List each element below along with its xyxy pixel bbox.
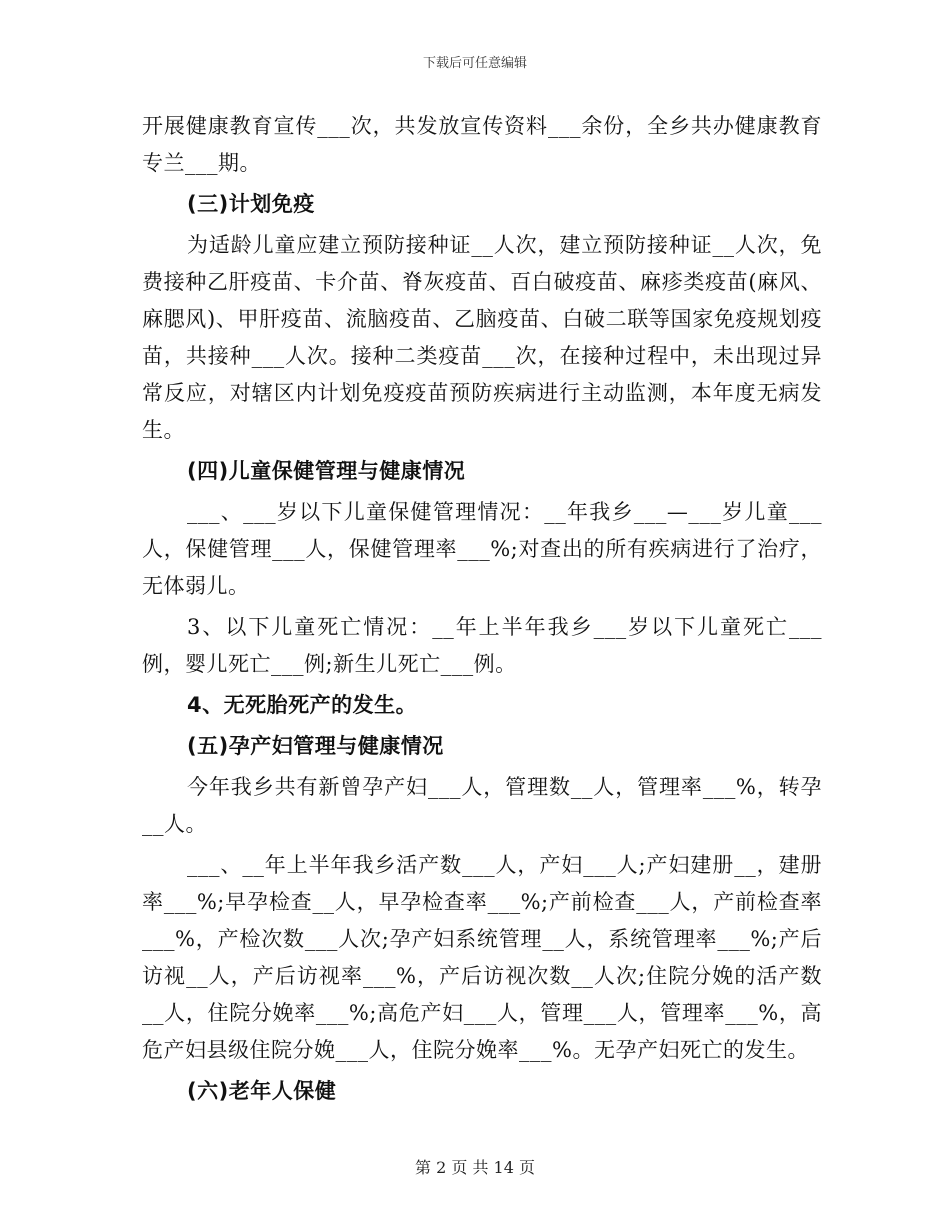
- paragraph-child-mortality: 3、以下儿童死亡情况：__年上半年我乡___岁以下儿童死亡___例，婴儿死亡___例;新生儿死亡___例。: [142, 615, 822, 676]
- heading-maternal-health: (五)孕产妇管理与健康情况: [187, 734, 444, 758]
- heading-elderly-care: (六)老年人保健: [187, 1079, 337, 1103]
- paragraph-child-care: ___、___岁以下儿童保健管理情况：__年我乡___—___岁儿童___人，保健管理___人，保健管理率___%;对查出的所有疾病进行了治疗，无体弱儿。: [142, 500, 822, 598]
- heading-immunization: (三)计划免疫: [187, 192, 315, 216]
- page-header: 下载后可任意编辑: [422, 56, 527, 71]
- document-body: [142, 108, 822, 1114]
- paragraph-maternal-stats: ___、__年上半年我乡活产数___人，产妇___人;产妇建册__，建册率___%;早孕检查__人，早孕检查率___%;产前检查___人，产前检查率___%，产检次数___人次;孕产妇系统管理__人，系统管理率___%;产后访视__人，产后访视率___%，产后访视次数__人次;住院分娩的活产数__人，住院分娩率___%;高危产妇___人，管理___人，管理率___%，高危产妇县级住院分娩___人，住院分娩率___%。无孕产妇死亡的发生。: [142, 853, 822, 1062]
- paragraph-immunization: 为适龄儿童应建立预防接种证__人次，建立预防接种证__人次，免费接种乙肝疫苗、卡介苗、脊灰疫苗、百白破疫苗、麻疹类疫苗(麻风、麻腮风)、甲肝疫苗、流脑疫苗、乙脑疫苗、白破二联等国家免疫规划疫苗，共接种___人次。接种二类疫苗___次，在接种过程中，未出现过异常反应，对辖区内计划免疫疫苗预防疾病进行主动监测，本年度无病发生。: [142, 233, 822, 442]
- page-number: 第 2 页 共 14 页: [415, 1158, 535, 1177]
- heading-child-health: (四)儿童保健管理与健康情况: [187, 459, 466, 483]
- heading-no-stillbirth: 4、无死胎死产的发生。: [187, 693, 418, 717]
- paragraph-new-pregnancies: 今年我乡共有新曾孕产妇___人，管理数__人，管理率___%，转孕__人。: [142, 775, 822, 836]
- paragraph-health-education: 开展健康教育宣传___次，共发放宣传资料___余份，全乡共办健康教育专兰___期。: [142, 114, 822, 175]
